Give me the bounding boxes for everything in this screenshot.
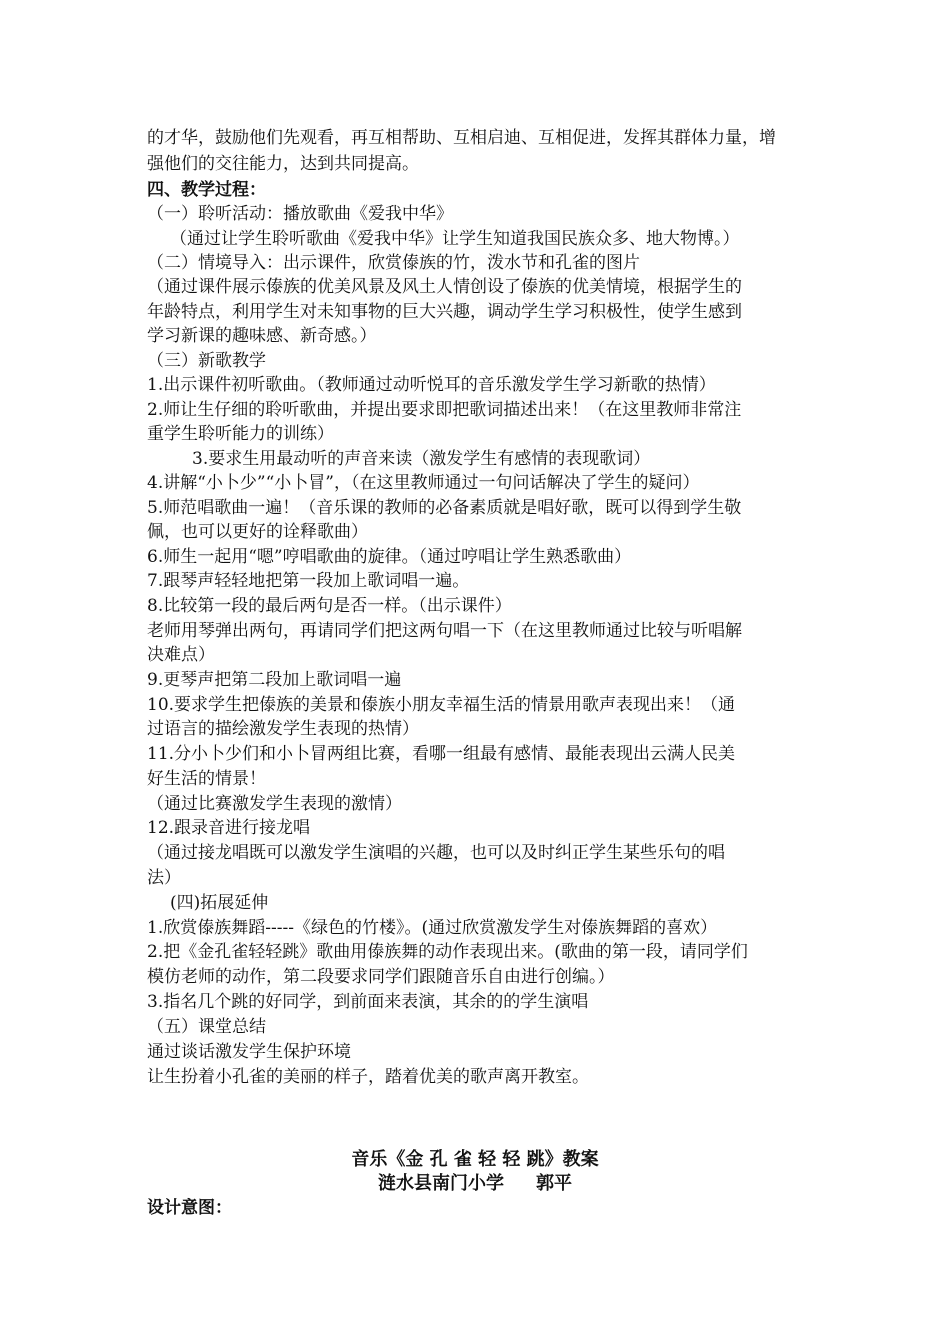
design-heading: 设计意图： bbox=[147, 1198, 232, 1218]
subsection-heading: （三）新歌教学 bbox=[147, 351, 266, 371]
list-item: 10.要求学生把傣族的美景和傣族小朋友幸福生活的情景用歌声表现出来！（通 bbox=[147, 695, 736, 715]
list-item: 3.要求生用最动听的声音来读（激发学生有感情的表现歌词） bbox=[192, 449, 651, 469]
paragraph-line: 模仿老师的动作，第二段要求同学们跟随音乐自由进行创编。） bbox=[147, 967, 615, 987]
paragraph-line: 法） bbox=[147, 868, 181, 888]
list-item: 6.师生一起用“嗯”哼唱歌曲的旋律。（通过哼唱让学生熟悉歌曲） bbox=[147, 547, 632, 567]
subsection-heading: （一）聆听活动：播放歌曲《爱我中华》 bbox=[147, 204, 453, 224]
paragraph-line: （通过接龙唱既可以激发学生演唱的兴趣，也可以及时纠正学生某些乐句的唱 bbox=[147, 843, 725, 863]
subsection-heading: （五）课堂总结 bbox=[147, 1017, 266, 1037]
paragraph-line: 好生活的情景！ bbox=[147, 769, 266, 789]
list-item: 5.师范唱歌曲一遍！（音乐课的教师的必备素质就是唱好歌，既可以得到学生敬 bbox=[147, 498, 742, 518]
paragraph-line: 强他们的交往能力，达到共同提高。 bbox=[147, 154, 419, 174]
subsection-heading: （二）情境导入：出示课件，欣赏傣族的竹，泼水节和孔雀的图片 bbox=[147, 253, 640, 273]
paragraph-line: 年龄特点，利用学生对未知事物的巨大兴趣，调动学生学习积极性，使学生感到 bbox=[147, 302, 742, 322]
paragraph-line: 佩，也可以更好的诠释歌曲） bbox=[147, 522, 368, 542]
paragraph-line: （通过课件展示傣族的优美风景及风土人情创设了傣族的优美情境，根据学生的 bbox=[147, 277, 742, 297]
author-name: 郭平 bbox=[536, 1173, 572, 1194]
list-item: 1.欣赏傣族舞蹈-----《绿色的竹楼》。(通过欣赏激发学生对傣族舞蹈的喜欢） bbox=[147, 918, 718, 938]
paragraph-line: 通过谈话激发学生保护环境 bbox=[147, 1042, 351, 1062]
list-item: 8.比较第一段的最后两句是否一样。（出示课件） bbox=[147, 596, 512, 616]
paragraph-line: 重学生聆听能力的训练） bbox=[147, 424, 334, 444]
list-item: 9.更琴声把第二段加上歌词唱一遍 bbox=[147, 670, 402, 690]
paragraph-line: 的才华，鼓励他们先观看，再互相帮助、互相启迪、互相促进，发挥其群体力量，增 bbox=[147, 128, 776, 148]
paragraph-line: （通过比赛激发学生表现的激情） bbox=[147, 794, 402, 814]
paragraph-line: 过语言的描绘激发学生表现的热情） bbox=[147, 719, 419, 739]
list-item: 3.指名几个跳的好同学，到前面来表演，其余的的学生演唱 bbox=[147, 992, 589, 1012]
paragraph-line: 学习新课的趣味感、新奇感。） bbox=[147, 326, 377, 346]
paragraph-line: 决难点） bbox=[147, 645, 215, 665]
paragraph-line: 老师用琴弹出两句，再请同学们把这两句唱一下（在这里教师通过比较与听唱解 bbox=[147, 621, 742, 641]
paragraph-line: （通过让学生聆听歌曲《爱我中华》让学生知道我国民族众多、地大物博。） bbox=[170, 229, 740, 249]
list-item: 4.讲解“小卜少”“小卜冒”，（在这里教师通过一句问话解决了学生的疑问） bbox=[147, 473, 700, 493]
list-item: 2.师让生仔细的聆听歌曲，并提出要求即把歌词描述出来！（在这里教师非常注 bbox=[147, 400, 742, 420]
subsection-heading: (四)拓展延伸 bbox=[170, 893, 269, 913]
list-item: 12.跟录音进行接龙唱 bbox=[147, 818, 311, 838]
school-name: 涟水县南门小学 bbox=[378, 1173, 504, 1194]
list-item: 1.出示课件初听歌曲。（教师通过动听悦耳的音乐激发学生学习新歌的热情） bbox=[147, 375, 716, 395]
section-heading: 四、教学过程： bbox=[147, 180, 266, 200]
author-line bbox=[0, 1172, 950, 1196]
list-item: 11.分小卜少们和小卜冒两组比赛，看哪一组最有感情、最能表现出云满人民美 bbox=[147, 744, 736, 764]
list-item: 2.把《金孔雀轻轻跳》歌曲用傣族舞的动作表现出来。(歌曲的第一段，请同学们 bbox=[147, 942, 748, 962]
paragraph-line: 让生扮着小孔雀的美丽的样子，踏着优美的歌声离开教室。 bbox=[147, 1067, 589, 1087]
list-item: 7.跟琴声轻轻地把第一段加上歌词唱一遍。 bbox=[147, 571, 470, 591]
lesson-title: 音乐《金 孔 雀 轻 轻 跳》教案 bbox=[351, 1149, 599, 1170]
